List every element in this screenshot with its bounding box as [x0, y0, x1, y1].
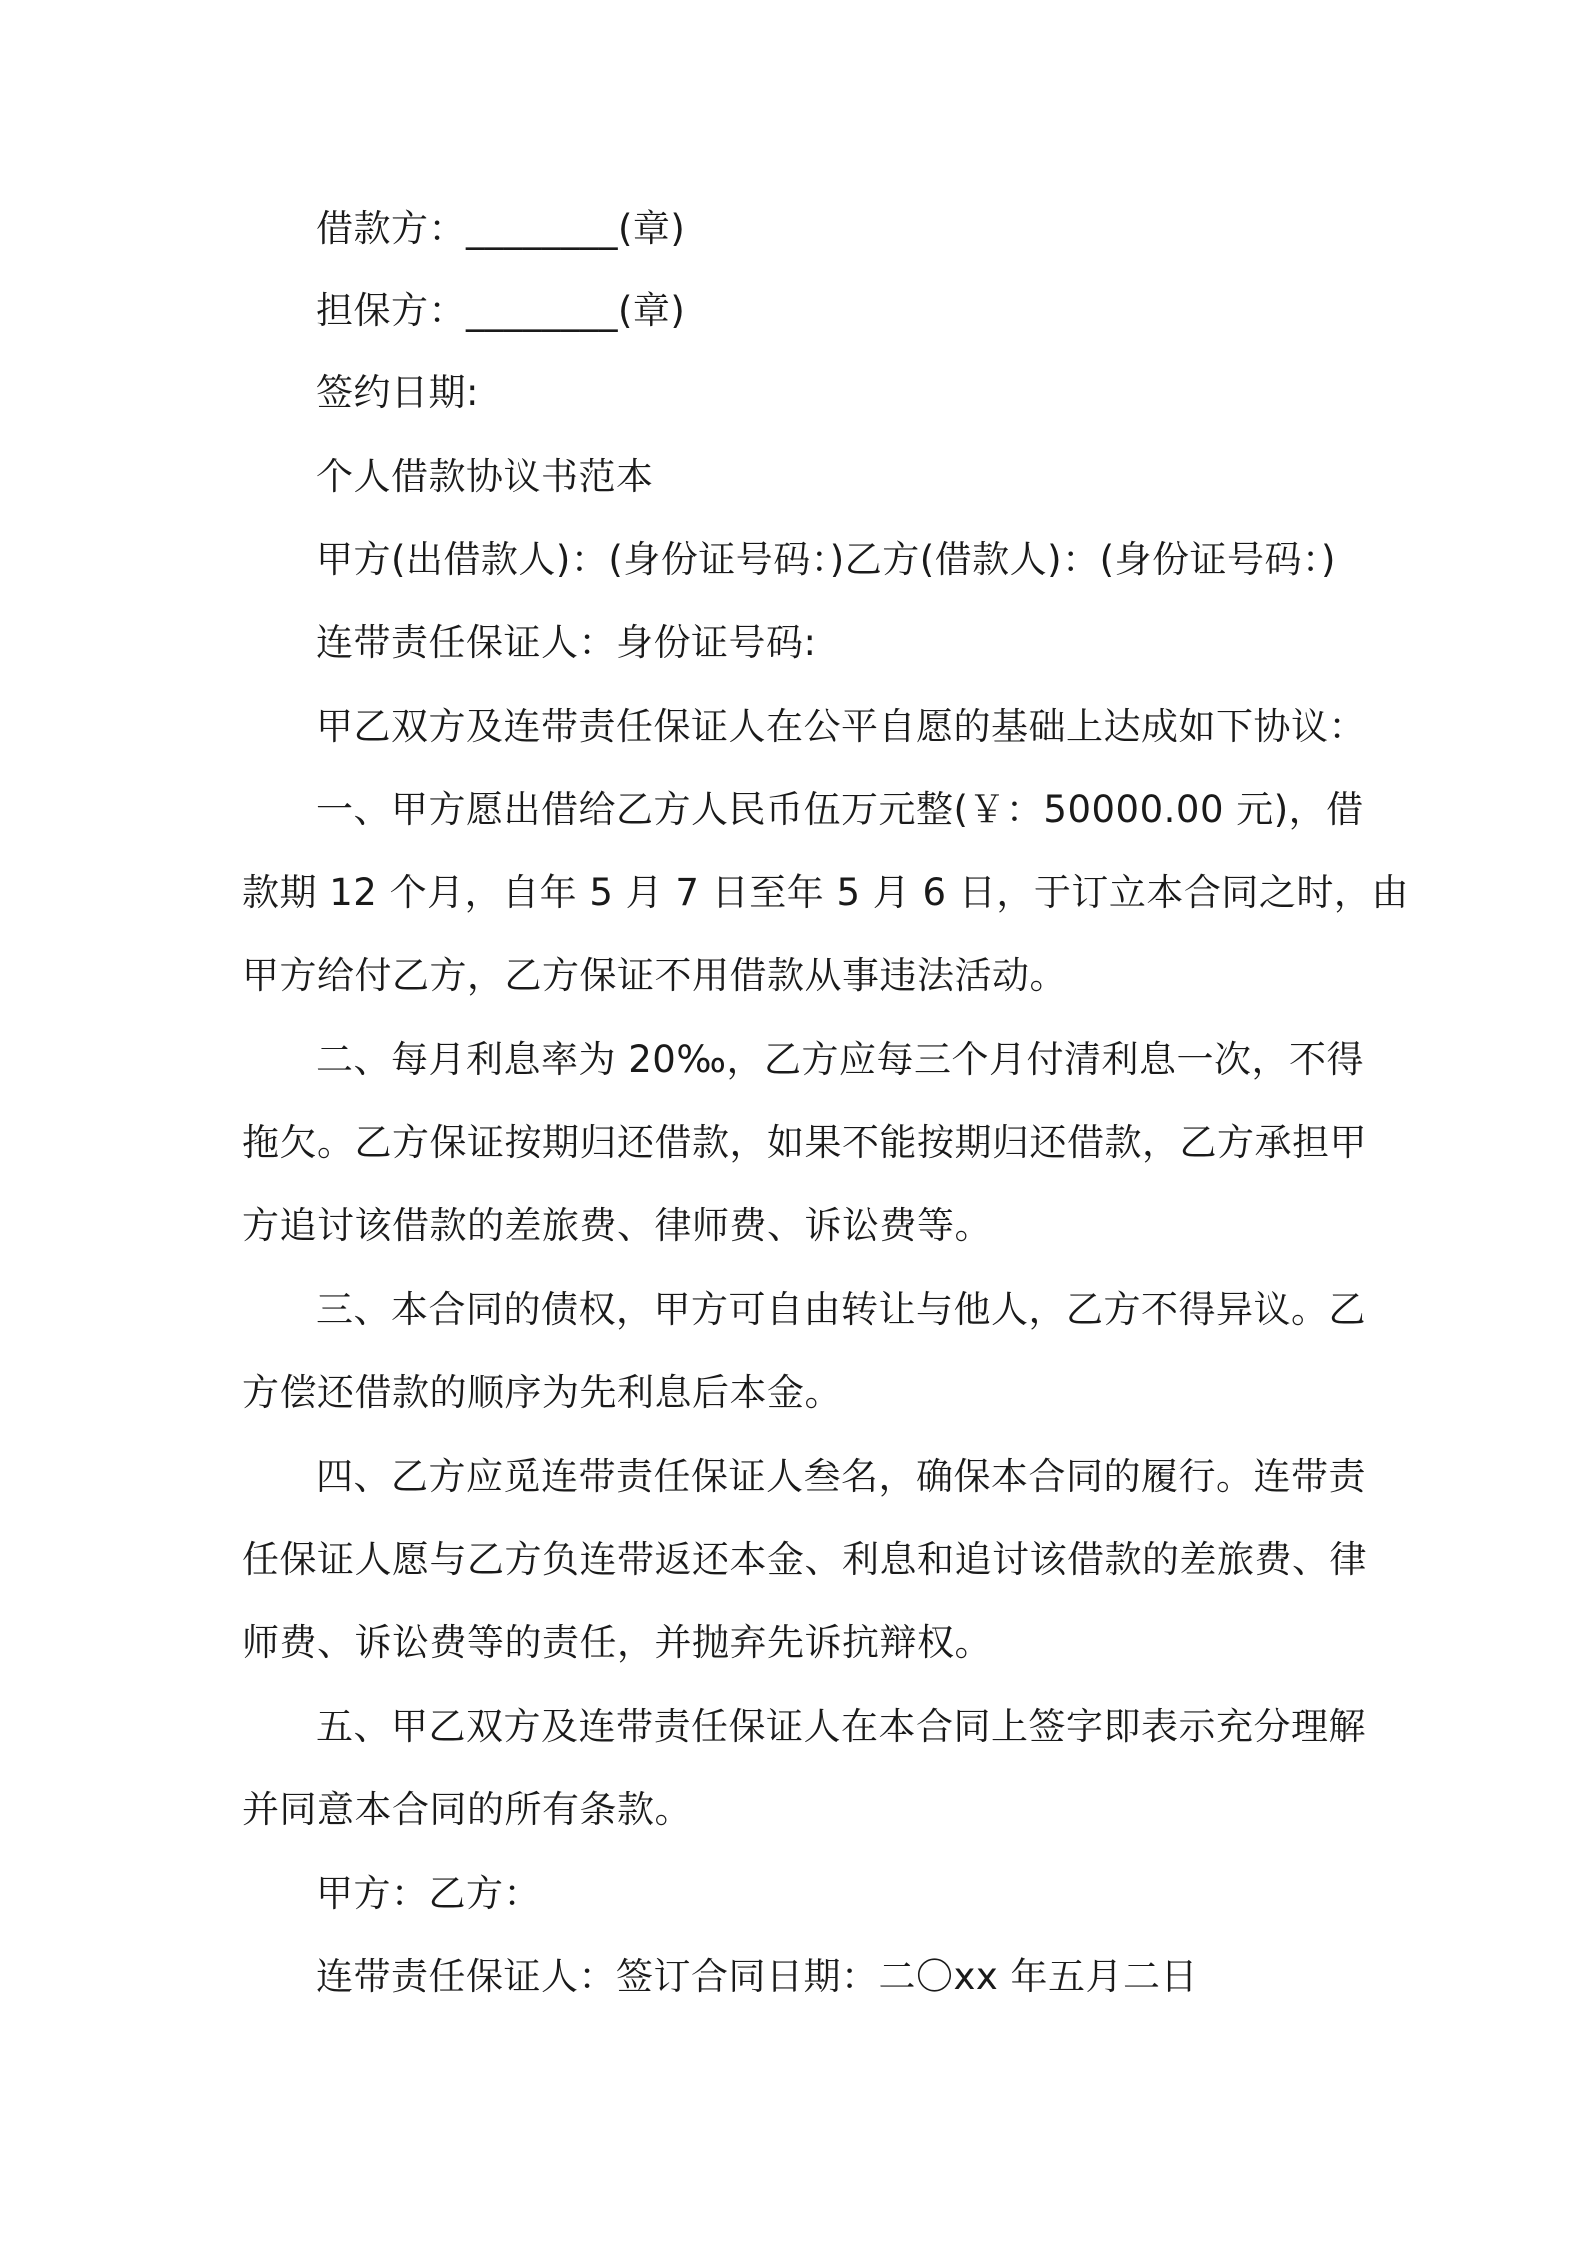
clause-4-line-3: 师费、诉讼费等的责任，并抛弃先诉抗辩权。 [242, 1621, 992, 1664]
party-signature-line: 甲方：乙方： [316, 1872, 541, 1915]
clause-2-line-3: 方追讨该借款的差旅费、律师费、诉讼费等。 [242, 1204, 992, 1247]
clause-3-line-1: 三、本合同的债权，甲方可自由转让与他人，乙方不得异议。乙 [316, 1288, 1366, 1331]
preamble-line: 甲乙双方及连带责任保证人在公平自愿的基础上达成如下协议： [316, 705, 1366, 748]
joint-guarantor-line: 连带责任保证人：身份证号码: [316, 621, 817, 664]
clause-1-line-1: 一、甲方愿出借给乙方人民币伍万元整(￥：50000.00 元)，借 [316, 788, 1364, 831]
clause-5-line-2: 并同意本合同的所有条款。 [242, 1788, 692, 1831]
guarantor-date-line: 连带责任保证人：签订合同日期：二〇xx 年五月二日 [316, 1955, 1199, 1998]
document-title: 个人借款协议书范本 [316, 455, 654, 498]
signing-date-line: 签约日期: [316, 371, 479, 414]
clause-4-line-2: 任保证人愿与乙方负连带返还本金、利息和追讨该借款的差旅费、律 [242, 1538, 1367, 1581]
clause-2-line-2: 拖欠。乙方保证按期归还借款，如果不能按期归还借款，乙方承担甲 [242, 1121, 1367, 1164]
clause-4-line-1: 四、乙方应觅连带责任保证人叁名，确保本合同的履行。连带责 [316, 1455, 1366, 1498]
parties-line: 甲方(出借款人)：(身份证号码：)乙方(借款人)：(身份证号码：) [316, 538, 1336, 581]
guarantor-seal-line: 担保方：________(章) [316, 289, 686, 332]
borrower-seal-line: 借款方：________(章) [316, 207, 686, 250]
clause-1-line-3: 甲方给付乙方，乙方保证不用借款从事违法活动。 [242, 954, 1067, 997]
clause-2-line-1: 二、每月利息率为 20‰，乙方应每三个月付清利息一次，不得 [316, 1038, 1364, 1081]
clause-3-line-2: 方偿还借款的顺序为先利息后本金。 [242, 1371, 842, 1414]
clause-1-line-2: 款期 12 个月，自年 5 月 7 日至年 5 月 6 日，于订立本合同之时，由 [242, 871, 1409, 914]
clause-5-line-1: 五、甲乙双方及连带责任保证人在本合同上签字即表示充分理解 [316, 1705, 1366, 1748]
